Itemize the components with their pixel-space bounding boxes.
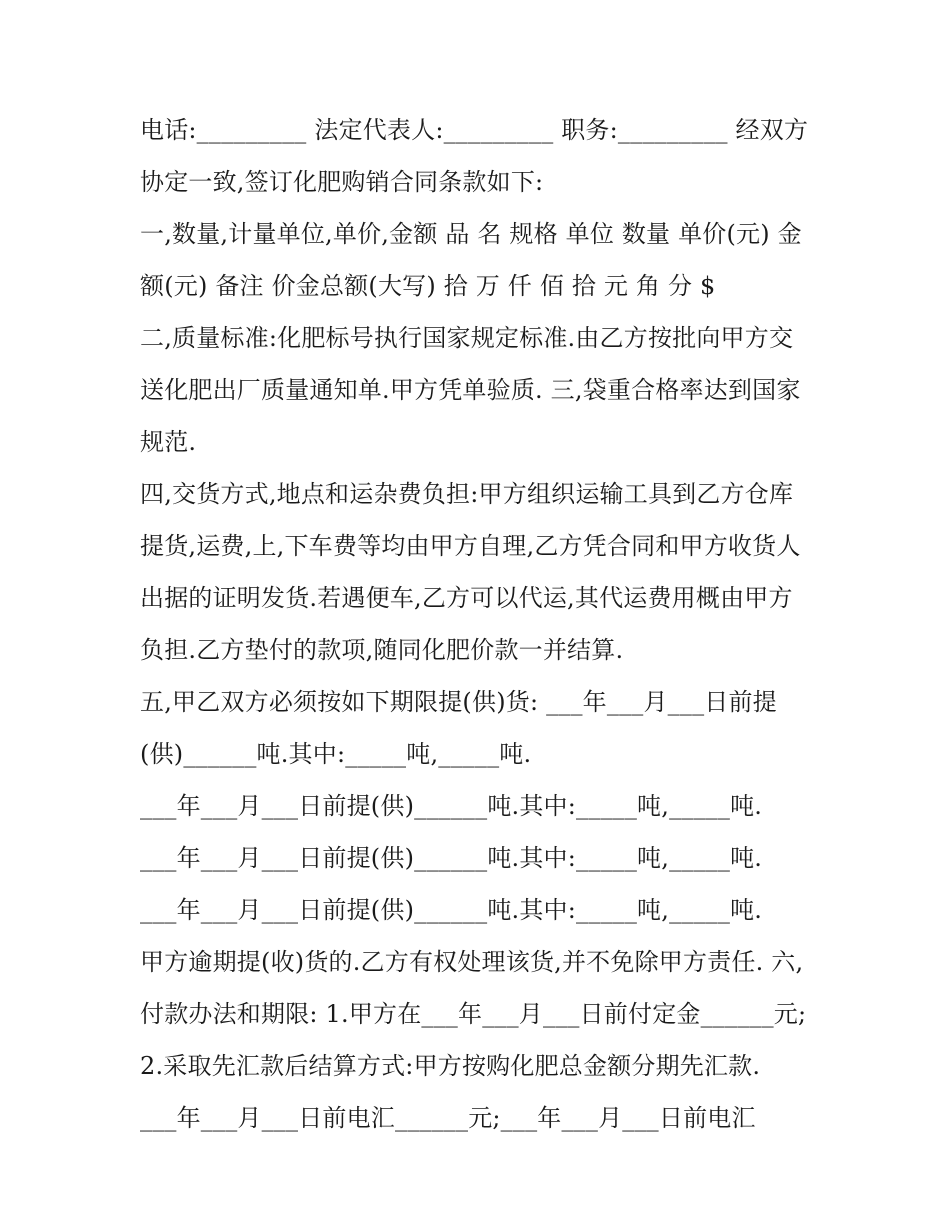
text-line: 负担.乙方垫付的款项,随同化肥价款一并结算. <box>140 636 624 664</box>
text-line: 2.采取先汇款后结算方式:甲方按购化肥总金额分期先汇款. <box>140 1052 761 1080</box>
text-line: ___年___月___日前提(供)______吨.其中:_____吨,_____吨. <box>140 792 763 820</box>
text-line: 提货,运费,上,下车费等均由甲方自理,乙方凭合同和甲方收货人 <box>140 532 801 560</box>
text-line: 四,交货方式,地点和运杂费负担:甲方组织运输工具到乙方仓库 <box>140 480 794 508</box>
text-line: 甲方逾期提(收)货的.乙方有权处理该货,并不免除甲方责任. 六, <box>140 948 804 976</box>
text-line: 送化肥出厂质量通知单.甲方凭单验质. 三,袋重合格率达到国家 <box>140 376 801 404</box>
text-line: ___年___月___日前电汇______元;___年___月___日前电汇 <box>140 1104 756 1132</box>
document-page <box>140 104 810 1144</box>
text-line: 一,数量,计量单位,单价,金额 品 名 规格 单位 数量 单价(元) 金 <box>140 220 802 248</box>
text-line: 规范. <box>140 428 197 456</box>
text-line: 付款办法和期限: 1.甲方在___年___月___日前付定金______元; <box>140 1000 807 1028</box>
text-line: ___年___月___日前提(供)______吨.其中:_____吨,_____吨. <box>140 844 763 872</box>
text-line: 出据的证明发货.若遇便车,乙方可以代运,其代运费用概由甲方 <box>140 584 793 612</box>
text-line: ___年___月___日前提(供)______吨.其中:_____吨,_____吨. <box>140 896 763 924</box>
text-line: 电话:_________ 法定代表人:_________ 职务:_________ 经双方 <box>140 116 809 144</box>
text-line: 五,甲乙双方必须按如下期限提(供)货: ___年___月___日前提 <box>140 688 777 716</box>
text-line: 额(元) 备注 价金总额(大写) 拾 万 仟 佰 拾 元 角 分 $ <box>140 272 716 300</box>
text-line: (供)______吨.其中:_____吨,_____吨. <box>140 740 532 768</box>
text-line: 二,质量标准:化肥标号执行国家规定标准.由乙方按批向甲方交 <box>140 324 794 352</box>
text-line: 协定一致,签订化肥购销合同条款如下: <box>140 168 544 196</box>
